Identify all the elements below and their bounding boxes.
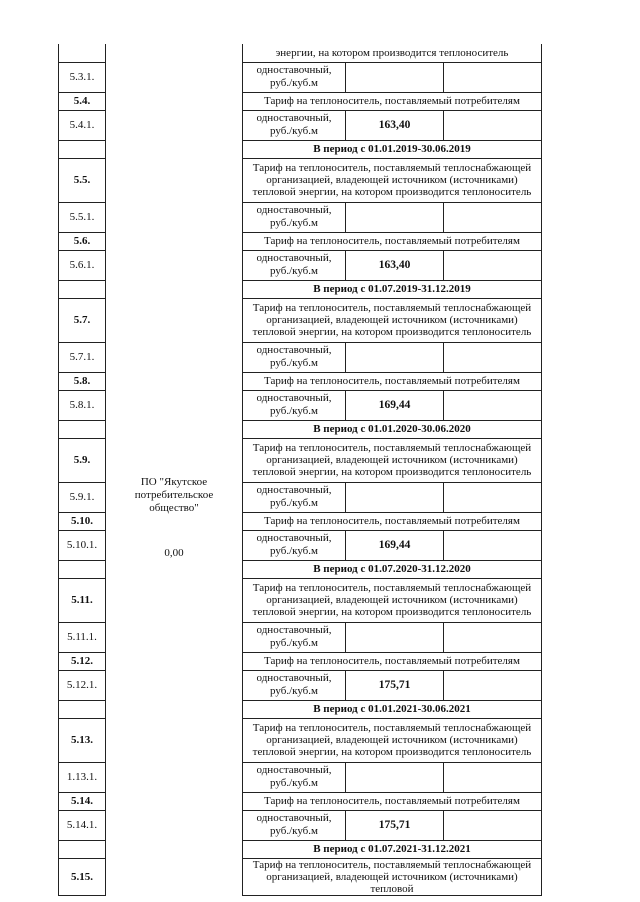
row-number: 5.14.: [59, 792, 106, 810]
row-number: 5.7.: [59, 298, 106, 342]
tariff-description: Тариф на теплоноситель, поставляемый теплоснабжающей организацией, владеющей источником (источниками) тепловой энергии, на котором производится теплоноситель: [243, 438, 542, 482]
tariff-description: Тариф на теплоноситель, поставляемый теплоснабжающей организацией, владеющей источником (источниками) тепловой: [243, 858, 542, 895]
document-page: [58, 44, 542, 896]
organization-cell: [106, 44, 243, 895]
empty-cell: [444, 250, 542, 280]
unit-label: одноставочный, руб./куб.м: [243, 530, 346, 560]
unit-label: одноставочный, руб./куб.м: [243, 342, 346, 372]
row-number: 5.12.: [59, 652, 106, 670]
row-number: 5.15.: [59, 858, 106, 895]
unit-label: одноставочный, руб./куб.м: [243, 250, 346, 280]
row-number: 5.8.: [59, 372, 106, 390]
row-number: 5.4.: [59, 92, 106, 110]
tariff-value: [346, 482, 444, 512]
row-number: 5.10.: [59, 512, 106, 530]
tariff-value: 163,40: [346, 250, 444, 280]
period-heading: В период с 01.07.2019-31.12.2019: [243, 280, 542, 298]
row-number: [59, 44, 106, 62]
empty-cell: [444, 530, 542, 560]
period-heading: В период с 01.01.2021-30.06.2021: [243, 700, 542, 718]
row-number: 5.11.1.: [59, 622, 106, 652]
row-number: 5.9.: [59, 438, 106, 482]
empty-cell: [444, 762, 542, 792]
row-number: 5.5.: [59, 158, 106, 202]
row-number: 5.5.1.: [59, 202, 106, 232]
empty-cell: [444, 482, 542, 512]
tariff-description: Тариф на теплоноситель, поставляемый теплоснабжающей организацией, владеющей источником (источниками) тепловой энергии, на котором производится теплоноситель: [243, 158, 542, 202]
row-number: [59, 560, 106, 578]
tariff-value: 163,40: [346, 110, 444, 140]
unit-label: одноставочный, руб./куб.м: [243, 670, 346, 700]
row-number: 1.13.1.: [59, 762, 106, 792]
tariff-value: [346, 622, 444, 652]
unit-label: одноставочный, руб./куб.м: [243, 482, 346, 512]
unit-label: одноставочный, руб./куб.м: [243, 62, 346, 92]
row-number: [59, 840, 106, 858]
tariff-value: [346, 62, 444, 92]
period-heading: В период с 01.01.2020-30.06.2020: [243, 420, 542, 438]
row-number: 5.11.: [59, 578, 106, 622]
tariff-value: 169,44: [346, 390, 444, 420]
tariff-table: [58, 44, 542, 896]
row-number: 5.4.1.: [59, 110, 106, 140]
row-number: 5.9.1.: [59, 482, 106, 512]
period-heading: В период с 01.07.2021-31.12.2021: [243, 840, 542, 858]
empty-cell: [444, 62, 542, 92]
row-number: 5.13.: [59, 718, 106, 762]
unit-label: одноставочный, руб./куб.м: [243, 110, 346, 140]
row-number: 5.6.1.: [59, 250, 106, 280]
organization-name: ПО "Якутское потребительское общество": [134, 475, 214, 514]
row-number: 5.6.: [59, 232, 106, 250]
empty-cell: [444, 342, 542, 372]
table-row: [59, 44, 542, 62]
tariff-description: Тариф на теплоноситель, поставляемый теплоснабжающей организацией, владеющей источником (источниками) тепловой энергии, на котором производится теплоноситель: [243, 718, 542, 762]
organization-value: 0,00: [164, 546, 184, 559]
empty-cell: [444, 622, 542, 652]
tariff-description: Тариф на теплоноситель, поставляемый потребителям: [243, 652, 542, 670]
tariff-description: Тариф на теплоноситель, поставляемый потребителям: [243, 232, 542, 250]
tariff-value: [346, 202, 444, 232]
tariff-description: Тариф на теплоноситель, поставляемый теплоснабжающей организацией, владеющей источником (источниками) тепловой энергии, на котором производится теплоноситель: [243, 298, 542, 342]
row-number: [59, 280, 106, 298]
unit-label: одноставочный, руб./куб.м: [243, 622, 346, 652]
tariff-value: 169,44: [346, 530, 444, 560]
row-number: 5.3.1.: [59, 62, 106, 92]
unit-label: одноставочный, руб./куб.м: [243, 762, 346, 792]
row-number: 5.14.1.: [59, 810, 106, 840]
tariff-value: 175,71: [346, 670, 444, 700]
tariff-description: Тариф на теплоноситель, поставляемый теплоснабжающей организацией, владеющей источником (источниками) тепловой энергии, на котором производится теплоноситель: [243, 578, 542, 622]
empty-cell: [444, 390, 542, 420]
row-number: 5.8.1.: [59, 390, 106, 420]
row-number: 5.10.1.: [59, 530, 106, 560]
empty-cell: [444, 110, 542, 140]
row-number: [59, 140, 106, 158]
empty-cell: [444, 670, 542, 700]
period-heading: В период с 01.01.2019-30.06.2019: [243, 140, 542, 158]
period-heading: В период с 01.07.2020-31.12.2020: [243, 560, 542, 578]
tariff-value: 175,71: [346, 810, 444, 840]
row-number: 5.12.1.: [59, 670, 106, 700]
row-number: [59, 700, 106, 718]
tariff-value: [346, 342, 444, 372]
unit-label: одноставочный, руб./куб.м: [243, 202, 346, 232]
row-number: [59, 420, 106, 438]
tariff-value: [346, 762, 444, 792]
tariff-description: энергии, на котором производится теплоноситель: [243, 44, 542, 62]
unit-label: одноставочный, руб./куб.м: [243, 390, 346, 420]
tariff-description: Тариф на теплоноситель, поставляемый потребителям: [243, 372, 542, 390]
row-number: 5.7.1.: [59, 342, 106, 372]
empty-cell: [444, 202, 542, 232]
tariff-description: Тариф на теплоноситель, поставляемый потребителям: [243, 512, 542, 530]
unit-label: одноставочный, руб./куб.м: [243, 810, 346, 840]
empty-cell: [444, 810, 542, 840]
tariff-description: Тариф на теплоноситель, поставляемый потребителям: [243, 792, 542, 810]
tariff-description: Тариф на теплоноситель, поставляемый потребителям: [243, 92, 542, 110]
